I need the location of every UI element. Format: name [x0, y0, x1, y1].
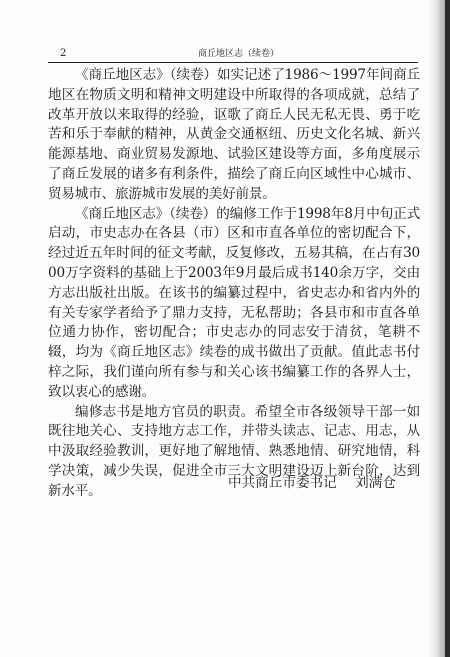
- paragraph-1: 《商丘地区志》（续卷）如实记述了1986～1997年间商丘地区在物质文明和精神文明建设中所取得的各项成就，总结了改革开放以来取得的经验，讴歌了商丘人民无私无畏、勇于吃苦和乐于奉献的精神，从黄金交通枢纽、历史文化名城、新兴能源基地、商业贸易发源地、试验区建设等方面，多角度展示了商丘发展的诸多有利条件，描绘了商丘向区域性中心城市、贸易城市、旅游城市发展的美好前景。: [48, 67, 420, 202]
- signature: [228, 474, 396, 492]
- paragraph-2: 《商丘地区志》（续卷）的编修工作于1998年8月中旬正式启动，市史志办在各县（市）区和市直各单位的密切配合下，经过近五年时间的征文考献，反复修改，五易其稿，在占有3000万字资料的基础上于2003年9月最后成书140余万字，交由方志出版社出版。在该书的编纂过程中，省史志办和省内外的有关专家学者给予了鼎力支持，无私帮助；各县市和市直各单位通力协作，密切配合；市史志办的同志安于清贫，笔耕不辍，均为《商丘地区志》续卷的成书做出了贡献。值此志书付梓之际，我们谨向所有参与和关心该书编纂工作的各界人士，致以衷心的感谢。: [48, 205, 420, 400]
- page-number: 2: [60, 48, 67, 59]
- paragraph-3: 编修志书是地方官员的职责。希望全市各级领导干部一如既往地关心、支持地方志工作，并带头读志、记志、用志，从中汲取经验教训，更好地了解地情、熟悉地情、研究地情，科学决策，减少失误，促进全市三大文明建设迈上新台阶，达到新水平。: [48, 403, 420, 499]
- preface-body: [48, 66, 420, 502]
- book-title: 商丘地区志（续卷）: [198, 49, 280, 59]
- signature-title: 中共商丘市委书记: [228, 475, 337, 491]
- header-rule: [48, 62, 418, 63]
- signature-name: 刘满仓: [355, 475, 396, 491]
- running-head: [48, 46, 418, 62]
- scan-edge: [445, 0, 450, 657]
